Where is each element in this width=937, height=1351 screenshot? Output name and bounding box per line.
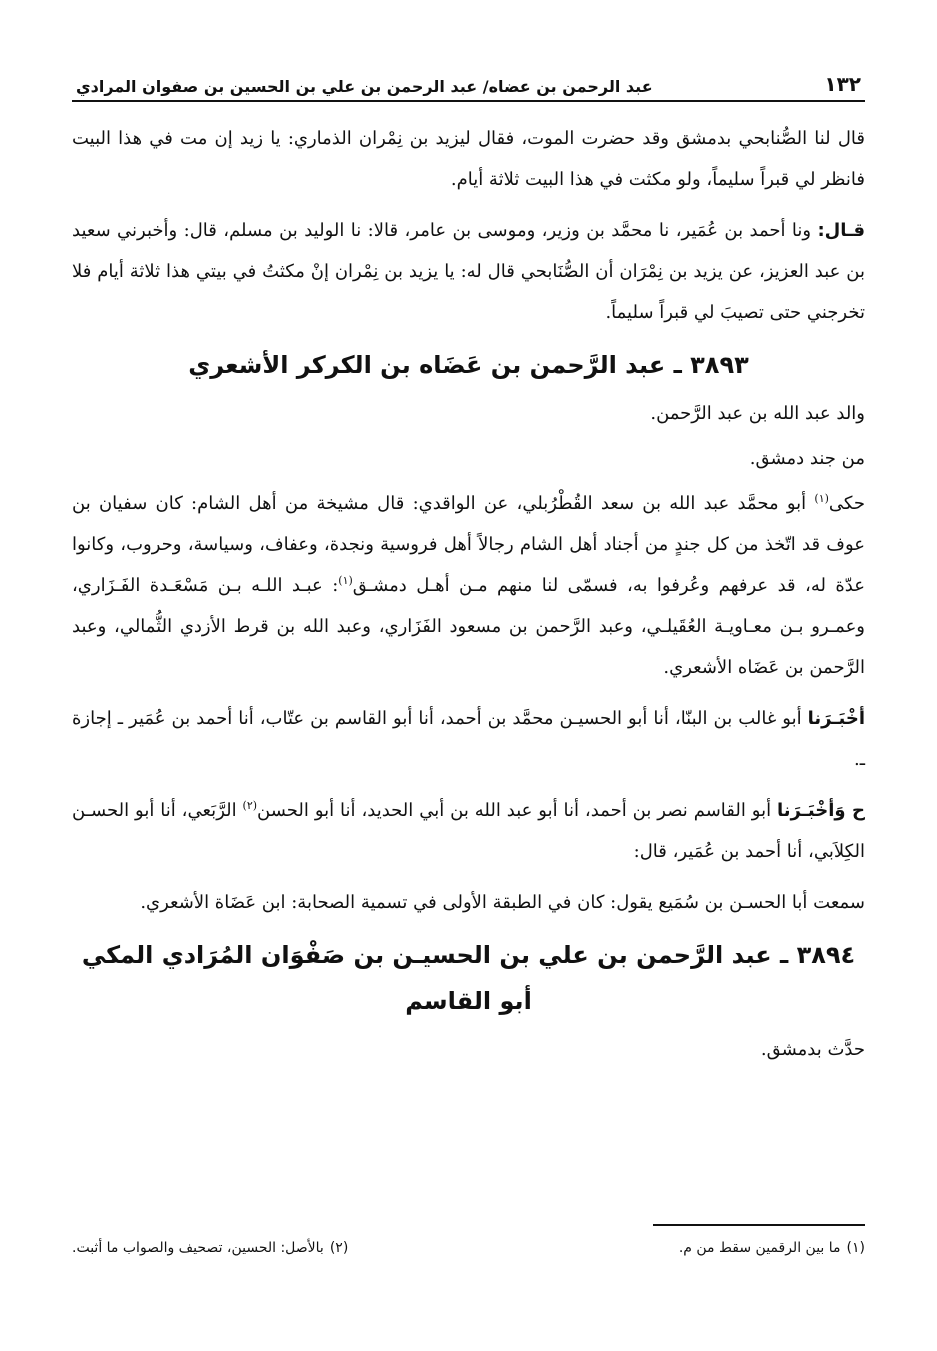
narration-keyword: ح وَأخْبَـرَنا: [777, 800, 865, 821]
footnote-text: ما بين الرقمين سقط من م.: [678, 1240, 841, 1256]
entry-heading: ٣٨٩٤ ـ عبد الرَّحمن بن علي بن الحسيـن بن صَفْوَان المُرَادي المكي: [81, 941, 856, 969]
footnote-divider: [653, 1224, 865, 1226]
paragraph-text: من جند دمشق.: [749, 448, 865, 469]
narration-keyword: أخْبَـرَنا: [807, 708, 865, 729]
footnote-marker[interactable]: (١): [814, 492, 829, 505]
footnote-marker[interactable]: (١): [338, 574, 353, 587]
narration-keyword: قـال:: [817, 220, 865, 241]
footnote-marker[interactable]: (٢): [242, 799, 258, 812]
paragraph-text: أبو محمَّد عبد الله بن سعد القُطْرُبلي، عن الواقدي: قال مشيخة من أهل الشام: كان سفيان بن عوف قد اتّخذ من كل جندٍ من أجناد أهل الشام رجالاً أهل فروسية ونجدة، وعفاف، وسياسة، وحروب، وكانوا عدّة له، قد عرفهم وعُرفوا به، فسمّى لنا منهم مـن أهـل دمشـق: [72, 493, 865, 596]
running-header: [72, 60, 865, 102]
book-page: [72, 60, 865, 1351]
footnote-number: (٢): [329, 1240, 349, 1256]
page-number: ١٣٢: [824, 72, 861, 96]
paragraph-text: أبو القاسم نصر بن أحمد، أنا أبو عبد الله بن أبي الحديد، أنا أبو الحسن: [257, 800, 778, 821]
paragraph-text: : عبـد اللـه بـن مَسْعَـدة الفَـزَاري، وعمـرو بـن معـاويـة العُقَيلـي، وعبد الرَّحمن بن مسعود الفَزَاري، وعبد الله بن قرط الأزدي الثُّمالي، وعبد الرَّحمن بن عَضَاه الأشعري.: [72, 575, 865, 678]
paragraph: [72, 882, 865, 923]
paragraph-text: الرَّبَعي، أنا أبو الحسـن الكِلاَبي، أنا أحمد بن عُمَير، قال:: [72, 800, 865, 862]
paragraph: [72, 118, 865, 200]
footnotes: [72, 1240, 865, 1256]
paragraph: [72, 438, 865, 479]
paragraph-text: ونا أحمد بن عُمَير، نا محمَّد بن وزير، وموسى بن عامر، قالا: نا الوليد بن مسلم، قال: وأخبرني سعيد بن عبد العزيز، عن يزيد بن نِمْرَان أن الصُّنَابحي قال له: يا يزيد بن نِمْران إنْ مكثتُ في بيتي هذا ثلاثة أيام فلا تخرجني حتى تصيبَ لي قبراً سليماً.: [72, 220, 865, 323]
paragraph: [72, 790, 865, 872]
footnote-number: (١): [846, 1240, 865, 1256]
paragraph: [72, 483, 865, 688]
page-body: [72, 118, 865, 1070]
paragraph: [72, 393, 865, 434]
paragraph: [72, 698, 865, 780]
entry-heading-kunya: أبو القاسم: [405, 987, 532, 1015]
entry-heading: ٣٨٩٣ ـ عبد الرَّحمن بن عَضَاه بن الكركر الأشعري: [188, 351, 749, 379]
paragraph-text: حكى: [828, 493, 865, 514]
paragraph: [72, 210, 865, 333]
paragraph-text: حدَّث بدمشق.: [760, 1039, 865, 1060]
paragraph-text: سمعت أبا الحسـن بن سُمَيع يقول: كان في الطبقة الأولى في تسمية الصحابة: ابن عَضَاة الأشعري.: [140, 892, 865, 913]
footnote-text: بالأصل: الحسين، تصحيف والصواب ما أثبت.: [72, 1240, 324, 1256]
footnote-2: [72, 1240, 348, 1256]
paragraph-text: والد عبد الله بن عبد الرَّحمن.: [650, 403, 865, 424]
footnote-1: [679, 1240, 865, 1256]
paragraph-text: أبو غالب بن البنّا، أنا أبو الحسيـن محمَّد بن أحمد، أنا أبو القاسم بن عتّاب، أنا أحمد بن عُمَير ـ إجازة ـ.: [72, 708, 865, 770]
paragraph: [72, 1029, 865, 1070]
running-title: عبد الرحمن بن عضاه/ عبد الرحمن بن علي بن الحسين بن صفوان المرادي: [76, 77, 653, 96]
paragraph-text: قال لنا الصُّنابحي بدمشق وقد حضرت الموت، فقال ليزيد بن نِمْران الذماري: يا زيد إن مت في هذا البيت فانظر لي قبراً سليماً، ولو مكثت في هذا البيت ثلاثة أيام.: [72, 128, 865, 190]
